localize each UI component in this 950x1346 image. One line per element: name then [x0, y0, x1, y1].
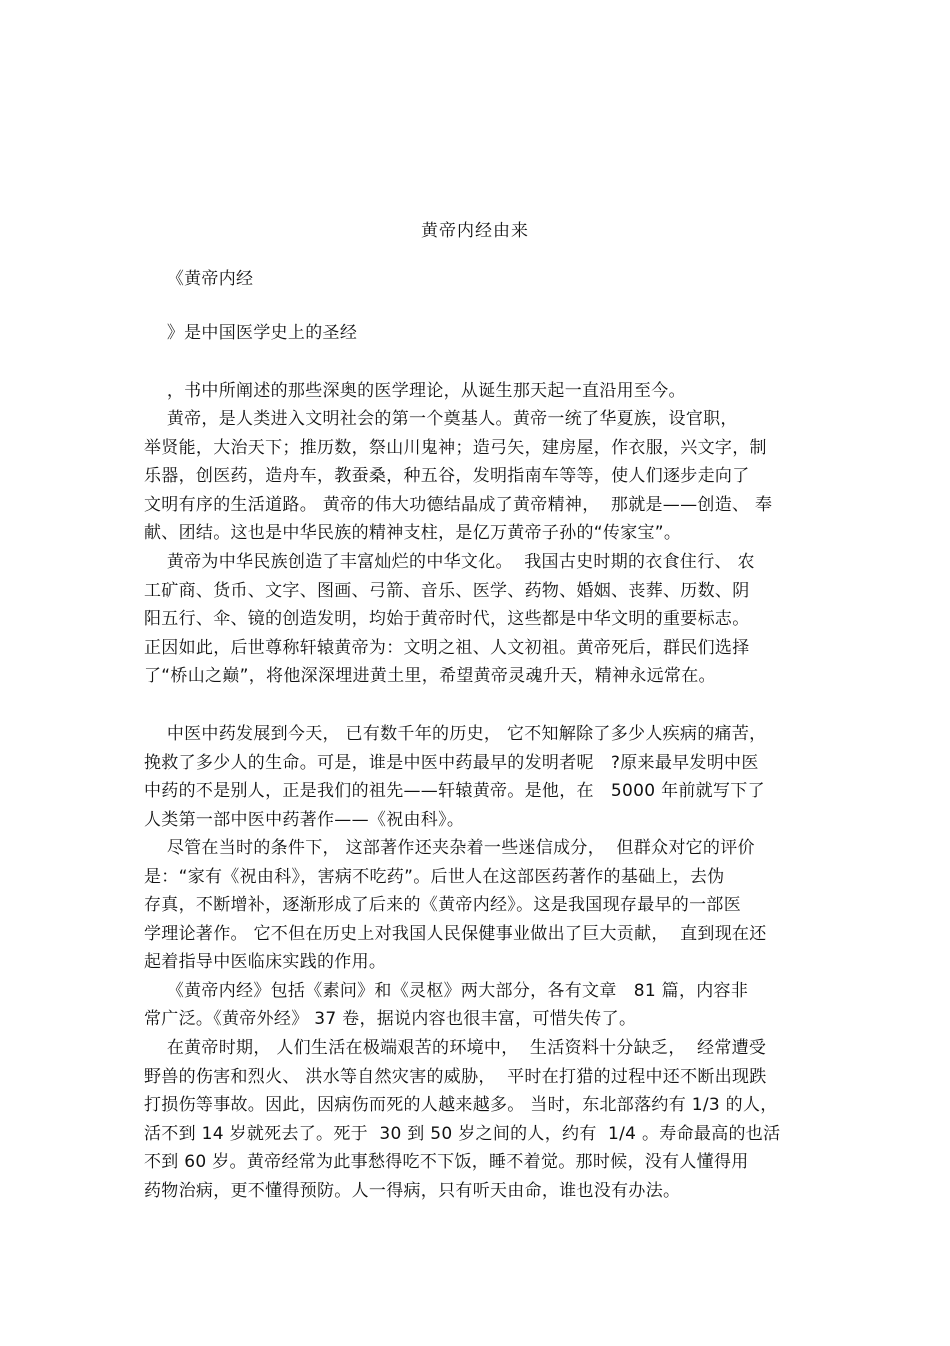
text-line-2: 》是中国医学史上的圣经 — [144, 323, 358, 343]
text-line-14: 中医中药发展到今天， 已有数千年的历史， 它不知解除了多少人疾病的痛苦， — [144, 724, 767, 744]
text-line-10: 工矿商、货币、文字、图画、弓箭、音乐、医学、药物、婚姻、丧葬、历数、阴 — [144, 581, 750, 601]
text-line-30: 药物治病，更不懂得预防。人一得病，只有听天由命，谁也没有办法。 — [144, 1181, 681, 1201]
text-line-22: 起着指导中医临床实践的作用。 — [144, 952, 387, 972]
text-line-18: 尽管在当时的条件下， 这部著作还夹杂着一些迷信成分， 但群众对它的评价 — [144, 838, 755, 858]
text-line-12: 正因如此，后世尊称轩辕黄帝为：文明之祖、人文初祖。黄帝死后，群民们选择 — [144, 638, 750, 658]
text-line-4: 黄帝，是人类进入文明社会的第一个奠基人。黄帝一统了华夏族，设官职， — [144, 409, 738, 429]
text-line-21: 学理论著作。 它不但在历史上对我国人民保健事业做出了巨大贡献， 直到现在还 — [144, 924, 767, 944]
text-line-28: 活不到 14 岁就死去了。死于 30 到 50 岁之间的人，约有 1/4 。寿命最高的也活 — [144, 1124, 781, 1144]
text-line-7: 文明有序的生活道路。 黄帝的伟大功德结晶成了黄帝精神， 那就是——创造、 奉 — [144, 495, 773, 515]
text-line-13: 了“桥山之巅”，将他深深埋进黄土里，希望黄帝灵魂升天，精神永远常在。 — [144, 666, 716, 686]
text-line-27: 打损伤等事故。因此，因病伤而死的人越来越多。 当时，东北部落约有 1/3 的人， — [144, 1095, 778, 1115]
text-line-20: 存真，不断增补，逐渐形成了后来的《黄帝内经》。这是我国现存最早的一部医 — [144, 895, 741, 915]
text-line-19: 是：“家有《祝由科》，害病不吃药”。后世人在这部医药著作的基础上，去伪 — [144, 867, 725, 887]
text-line-5: 举贤能，大治天下；推历数，祭山川鬼神；造弓矢，建房屋，作衣服，兴文字，制 — [144, 438, 767, 458]
text-line-9: 黄帝为中华民族创造了丰富灿烂的中华文化。 我国古史时期的衣食住行、 农 — [144, 552, 755, 572]
text-line-11: 阳五行、伞、镜的创造发明，均始于黄帝时代，这些都是中华文明的重要标志。 — [144, 609, 750, 629]
text-line-16: 中药的不是别人，正是我们的祖先——轩辕黄帝。是他，在 5000 年前就写下了 — [144, 781, 765, 801]
text-line-26: 野兽的伤害和烈火、 洪水等自然灾害的威胁， 平时在打猎的过程中还不断出现跌 — [144, 1067, 767, 1087]
text-line-25: 在黄帝时期， 人们生活在极端艰苦的环境中， 生活资料十分缺乏， 经常遭受 — [144, 1038, 767, 1058]
text-line-15: 挽救了多少人的生命。可是，谁是中医中药最早的发明者呢 ?原来最早发明中医 — [144, 753, 759, 773]
text-line-17: 人类第一部中医中药著作——《祝由科》。 — [144, 810, 465, 830]
text-line-6: 乐器，创医药，造舟车，教蚕桑，种五谷，发明指南车等等，使人们逐步走向了 — [144, 466, 750, 486]
text-line-24: 常广泛。《黄帝外经》 37 卷，据说内容也很丰富，可惜失传了。 — [144, 1009, 637, 1029]
text-line-1: 《黄帝内经 — [144, 269, 254, 289]
page-title: 黄帝内经由来 — [421, 221, 529, 241]
text-line-23: 《黄帝内经》包括《素问》和《灵枢》两大部分，各有文章 81 篇，内容非 — [144, 981, 749, 1001]
text-line-3: ，书中所阐述的那些深奥的医学理论，从诞生那天起一直沿用至今。 — [144, 381, 686, 401]
text-line-8: 献、团结。这也是中华民族的精神支柱，是亿万黄帝子孙的“传家宝”。 — [144, 523, 682, 543]
text-line-29: 不到 60 岁。黄帝经常为此事愁得吃不下饭，睡不着觉。那时候，没有人懂得用 — [144, 1152, 749, 1172]
